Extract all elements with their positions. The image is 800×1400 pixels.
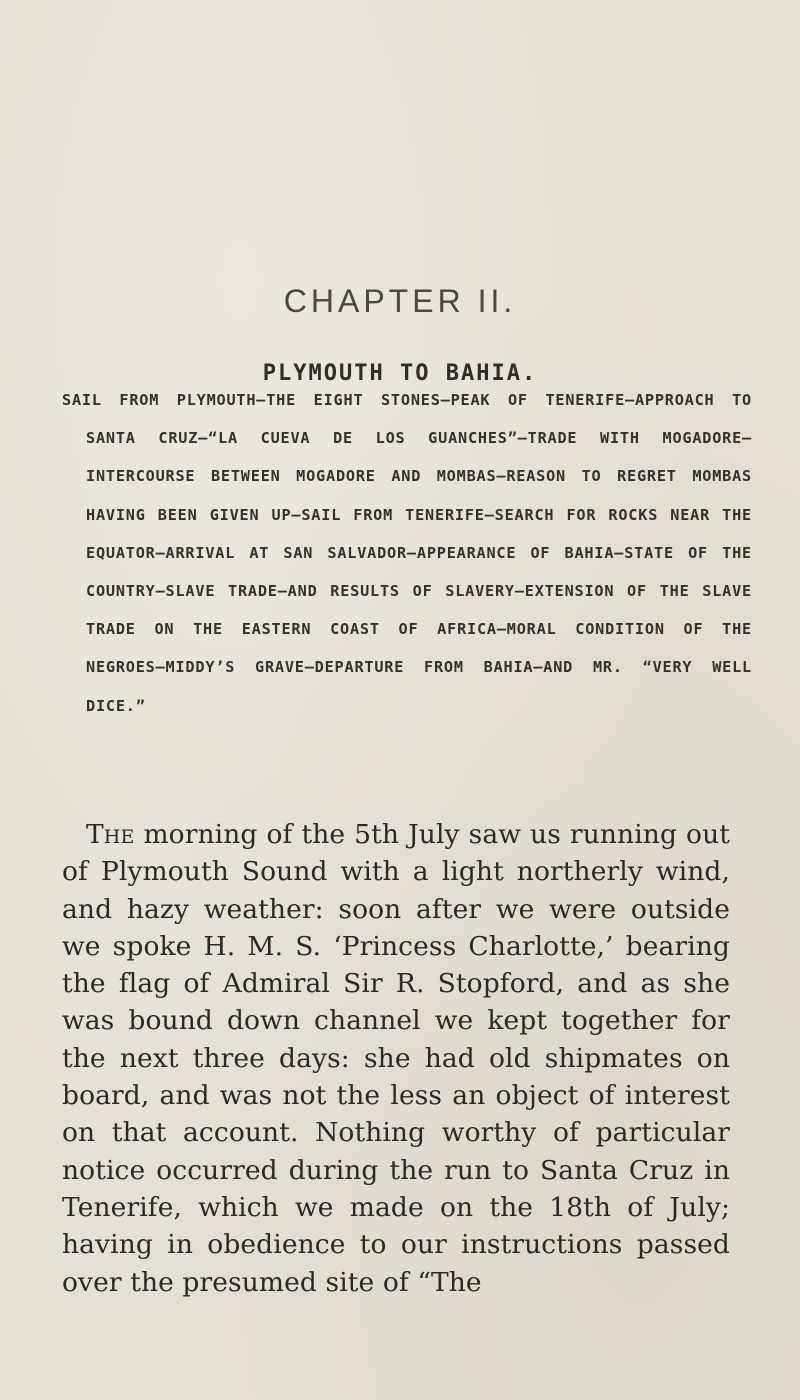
chapter-title: CHAPTER II. [283,283,517,319]
body-paragraph-text: morning of the 5th July saw us running out of Plymouth Sound with a light northerly wind, and hazy weather: soon after we were outside we spoke H. M. S. ‘Princess Charlotte,’ bearing the flag of Admiral Sir R. Stopford, and as she was bound down channel we kept together for the next three days: she had old shipmates on board, and was not the less an object of interest on that account. Nothing worthy of particular notice occurred during the run to Santa Cruz in Tenerife, which we made on the 18th of July; having in obedience to our instructions passed over the presumed site of “The [62,819,730,1298]
body-paragraph [62,816,730,1301]
chapter-subtitle: PLYMOUTH TO BAHIA. [262,361,538,386]
synopsis-text: SAIL FROM PLYMOUTH—THE EIGHT STONES—PEAK OF TENERIFE—APPROACH TO SANTA CRUZ—“LA CUEVA DE LOS GUANCHES”—TRADE WITH MOGADORE—INTERCOURSE BETWEEN MOGADORE AND MOMBAS—REASON TO REGRET MOMBAS HAVING BEEN GIVEN UP—SAIL FROM TENERIFE—SEARCH FOR ROCKS NEAR THE EQUATOR—ARRIVAL AT SAN SALVADOR—APPEARANCE OF BAHIA—STATE OF THE COUNTRY—SLAVE TRADE—AND RESULTS OF SLAVERY—EXTENSION OF THE SLAVE TRADE ON THE EASTERN COAST OF AFRICA—MORAL CONDITION OF THE NEGROES—MIDDY’S GRAVE—DEPARTURE FROM BAHIA—AND MR. “VERY WELL DICE.” [62,391,752,715]
opening-word: The [86,819,135,850]
chapter-synopsis [62,381,752,725]
